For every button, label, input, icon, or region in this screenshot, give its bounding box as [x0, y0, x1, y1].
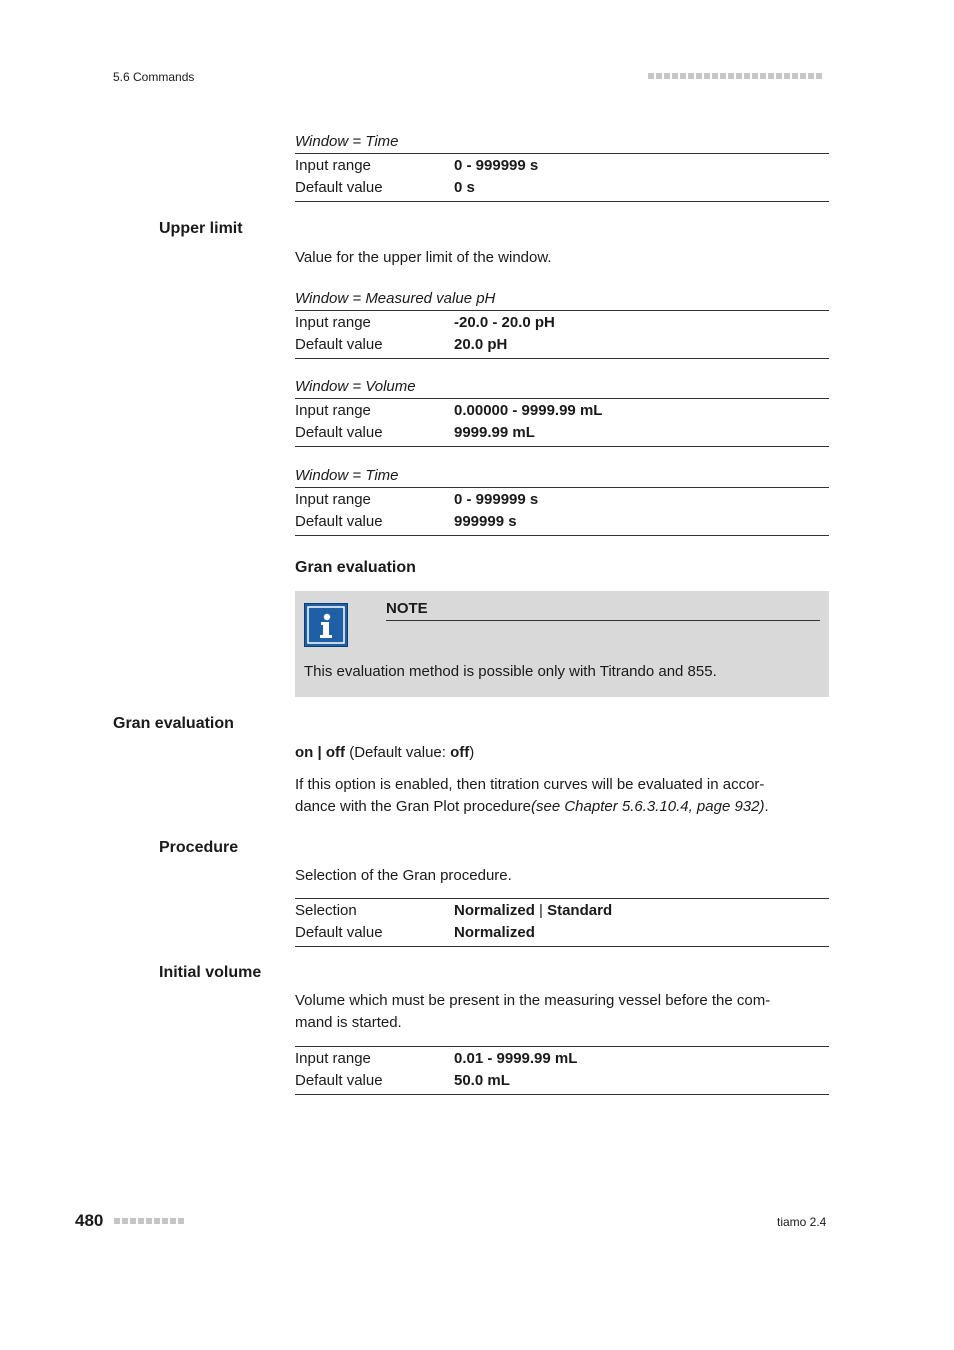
row-value: -20.0 - 20.0 pH: [454, 314, 555, 331]
selection-option-standard: Standard: [547, 902, 613, 919]
upper-limit-description: Value for the upper limit of the window.: [295, 249, 552, 266]
param-table-upper-ph: [295, 288, 829, 359]
note-title: NOTE: [386, 600, 820, 621]
selection-separator: |: [534, 902, 548, 919]
row-value: Normalized: [454, 924, 535, 941]
option-on: on: [295, 744, 314, 761]
table-caption: Window = Measured value pH: [295, 288, 829, 311]
option-separator: |: [313, 744, 326, 761]
row-label: Input range: [295, 402, 371, 419]
running-header-section: 5.6 Commands: [113, 70, 195, 84]
default-prefix: (Default value:: [345, 744, 451, 761]
param-heading-gran-evaluation: Gran evaluation: [113, 715, 234, 732]
row-label: Default value: [295, 513, 383, 530]
row-label: Default value: [295, 336, 383, 353]
description-line: mand is started.: [295, 1014, 402, 1031]
row-label: Default value: [295, 179, 383, 196]
chapter-reference-link[interactable]: (see Chapter 5.6.3.10.4, page 932): [530, 798, 765, 815]
row-label: Input range: [295, 491, 371, 508]
description-text: dance with the Gran Plot procedure: [295, 798, 531, 815]
param-table-upper-volume: [295, 376, 829, 447]
param-table-upper-time: [295, 465, 829, 536]
table-caption: Window = Time: [295, 131, 829, 154]
page-number: 480: [75, 1211, 104, 1230]
option-off: off: [325, 744, 346, 761]
row-label: Input range: [295, 314, 371, 331]
selection-option-normalized: Normalized: [454, 902, 535, 919]
table-row: [295, 400, 829, 422]
param-heading-procedure: Procedure: [159, 839, 239, 856]
row-value: [454, 900, 612, 922]
table-row: [295, 177, 829, 199]
description-end: .: [764, 798, 769, 815]
header-decoration: [648, 73, 822, 79]
subsection-heading-gran: Gran evaluation: [295, 559, 416, 576]
row-label: Default value: [295, 924, 383, 941]
default-suffix: ): [469, 744, 475, 761]
procedure-description: Selection of the Gran procedure.: [295, 867, 512, 884]
note-box: [295, 591, 829, 697]
table-row: [295, 155, 829, 177]
table-row: [295, 489, 829, 511]
footer-product: tiamo 2.4: [777, 1215, 827, 1229]
row-value: 0.00000 - 9999.99 mL: [454, 402, 603, 419]
param-table-procedure: [295, 898, 829, 947]
table-row: [295, 922, 829, 944]
table-row: [295, 900, 829, 922]
table-caption: Window = Volume: [295, 376, 829, 399]
param-heading-upper-limit: Upper limit: [159, 220, 243, 237]
table-row: [295, 511, 829, 533]
row-label: Default value: [295, 1072, 383, 1089]
row-value: 0 - 999999 s: [454, 491, 539, 508]
footer-decoration: [114, 1218, 184, 1224]
row-value: 999999 s: [454, 513, 517, 530]
table-row: [295, 422, 829, 444]
row-value: 50.0 mL: [454, 1072, 510, 1089]
row-value: 20.0 pH: [454, 336, 508, 353]
note-text: This evaluation method is possible only with Titrando and 855.: [304, 663, 717, 680]
table-row: [295, 312, 829, 334]
description-line: If this option is enabled, then titration curves will be evaluated in accor-: [295, 776, 765, 793]
table-row: [295, 1048, 829, 1070]
param-table-initial-volume: [295, 1046, 829, 1095]
row-value: 0.01 - 9999.99 mL: [454, 1050, 578, 1067]
row-label: Default value: [295, 424, 383, 441]
gran-description: [295, 774, 825, 818]
param-table-lower-time: [295, 131, 829, 202]
description-line-2: [295, 796, 825, 818]
table-row: [295, 334, 829, 356]
row-label: Selection: [295, 902, 357, 919]
param-heading-initial-volume: Initial volume: [159, 964, 262, 981]
table-row: [295, 1070, 829, 1092]
info-icon: [304, 603, 348, 647]
row-value: 0 - 999999 s: [454, 157, 539, 174]
row-value: 9999.99 mL: [454, 424, 535, 441]
gran-options-line: [295, 742, 815, 764]
description-line: Volume which must be present in the measuring vessel before the com-: [295, 992, 771, 1009]
initial-volume-description: [295, 990, 825, 1034]
default-value: off: [450, 744, 470, 761]
row-label: Input range: [295, 1050, 371, 1067]
row-value: 0 s: [454, 179, 475, 196]
row-label: Input range: [295, 157, 371, 174]
table-caption: Window = Time: [295, 465, 829, 488]
